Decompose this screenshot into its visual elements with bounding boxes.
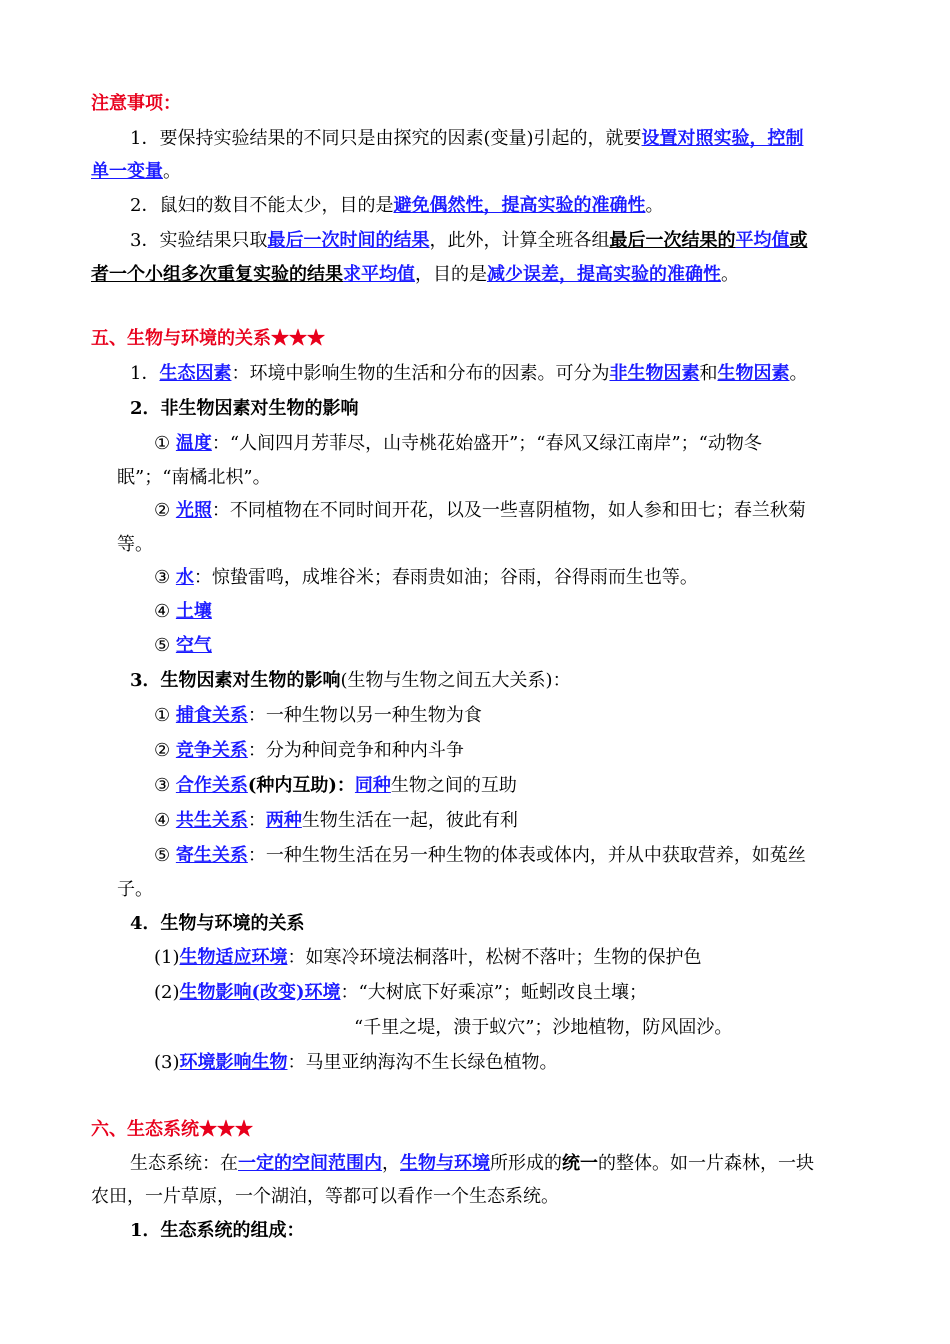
section5-star-icon: ★★★ xyxy=(271,328,325,349)
ecosystem-def-link-2[interactable]: 生物与环境 xyxy=(400,1153,490,1174)
notes-title: 注意事项： xyxy=(91,93,181,114)
env-affects-life xyxy=(154,1051,558,1075)
biotic-parasitism-cont: 子。 xyxy=(117,879,153,900)
ecosystem-def-text: 的整体。如一片森林，一块 xyxy=(598,1153,814,1174)
abiotic-water-mark: ③ xyxy=(154,567,171,588)
biotic-symbiosis-mark: ④ xyxy=(154,810,171,831)
abiotic-temperature xyxy=(154,432,762,456)
biotic-competition-text: ：分为种间竞争和种内斗争 xyxy=(247,740,464,761)
s5-item-2-title: 2．非生物因素对生物的影响 xyxy=(130,398,359,419)
ecosystem-def-prefix: 生态系统：在 xyxy=(130,1153,238,1174)
biotic-predation-term[interactable]: 捕食关系 xyxy=(175,705,248,726)
note-2-text: 2．鼠妇的数目不能太少，目的是 xyxy=(130,195,394,216)
s5-item-3-note: (生物与生物之间五大关系)： xyxy=(340,670,571,691)
biotic-cooperation-mark: ③ xyxy=(154,775,171,796)
ecosystem-definition xyxy=(130,1152,814,1176)
section6-heading xyxy=(91,1118,253,1142)
env-adapt-term[interactable]: 生物适应环境 xyxy=(179,947,288,968)
ecosystem-def-comma: ， xyxy=(382,1153,400,1174)
env-influence-num: (2) xyxy=(154,982,180,1003)
biotic-cooperation-term[interactable]: 合作关系 xyxy=(175,775,248,796)
note-3-mid-2: ，目的是 xyxy=(415,264,487,285)
note-3-cont xyxy=(91,263,739,287)
env-adapt xyxy=(154,946,702,970)
note-3-link-4[interactable]: 减少误差，提高实验的准确性 xyxy=(487,264,721,285)
note-3-mid-1: ，此外，计算全班各组 xyxy=(429,230,610,251)
note-2 xyxy=(130,194,663,218)
biotic-cooperation xyxy=(154,774,517,798)
abiotic-temperature-mark: ① xyxy=(154,433,171,454)
abiotic-air-term[interactable]: 空气 xyxy=(175,635,212,656)
biotic-symbiosis-link[interactable]: 两种 xyxy=(265,810,302,831)
env-influence-term[interactable]: 生物影响(改变)环境 xyxy=(179,982,341,1003)
s5-item-3-title: 3．生物因素对生物的影响 xyxy=(130,670,341,691)
abiotic-temperature-term[interactable]: 温度 xyxy=(175,433,212,454)
abiotic-light-text: ：不同植物在不同时间开花，以及一些喜阴植物，如人参和田七；春兰秋菊 xyxy=(211,500,806,521)
s5-item-1 xyxy=(130,362,807,386)
env-influence-text: ：“大树底下好乘凉”；蚯蚓改良土壤； xyxy=(340,982,647,1003)
note-3-link-1[interactable]: 最后一次时间的结果 xyxy=(267,230,430,251)
section6-title: 六、生态系统 xyxy=(91,1119,199,1140)
section5-title: 五、生物与环境的关系 xyxy=(91,328,271,349)
s5-item-1-num: 1． xyxy=(130,363,160,384)
biotic-symbiosis-term[interactable]: 共生关系 xyxy=(175,810,248,831)
abiotic-air xyxy=(154,634,212,658)
biotic-parasitism-mark: ⑤ xyxy=(154,845,171,866)
abiotic-temperature-cont: 眠”；“南橘北枳”。 xyxy=(117,467,271,488)
abiotic-water xyxy=(154,566,698,590)
note-2-end: 。 xyxy=(645,195,664,216)
ecosystem-def-bold: 统一 xyxy=(562,1153,598,1174)
abiotic-light-cont: 等。 xyxy=(117,534,153,555)
note-3 xyxy=(130,229,807,253)
note-3-underline-1: 最后一次结果的 xyxy=(609,230,736,251)
ecosystem-definition-cont: 农田，一片草原，一个湖泊，等都可以看作一个生态系统。 xyxy=(91,1186,559,1207)
biotic-cooperation-link[interactable]: 同种 xyxy=(354,775,391,796)
s5-item-1-end: 。 xyxy=(789,363,808,384)
s5-item-4-title: 4．生物与环境的关系 xyxy=(130,913,305,934)
env-influence-cont: “千里之堤，溃于蚁穴”；沙地植物，防风固沙。 xyxy=(354,1017,733,1038)
env-adapt-num: (1) xyxy=(154,947,180,968)
env-adapt-text: ：如寒冷环境法桐落叶，松树不落叶；生物的保护色 xyxy=(287,947,702,968)
note-1-cont xyxy=(91,160,181,184)
biotic-symbiosis-colon: ： xyxy=(247,810,266,831)
biotic-symbiosis-text: 生物生活在一起，彼此有利 xyxy=(301,810,518,831)
abiotic-soil-term[interactable]: 土壤 xyxy=(175,601,212,622)
biotic-competition-term[interactable]: 竞争关系 xyxy=(175,740,248,761)
note-3-text: 3．实验结果只取 xyxy=(130,230,268,251)
abiotic-soil-mark: ④ xyxy=(154,601,171,622)
note-3-end: 。 xyxy=(721,264,739,285)
env-affects-life-num: (3) xyxy=(154,1052,180,1073)
ecosystem-def-mid: 所形成的 xyxy=(490,1153,562,1174)
biotic-parasitism-term[interactable]: 寄生关系 xyxy=(175,845,248,866)
biotic-parasitism xyxy=(154,844,806,868)
note-1-link-b[interactable]: 单一变量 xyxy=(91,161,163,182)
s6-item-1-title: 1．生态系统的组成： xyxy=(130,1220,305,1241)
abiotic-air-mark: ⑤ xyxy=(154,635,171,656)
biotic-predation-text: ：一种生物以另一种生物为食 xyxy=(247,705,482,726)
biotic-cooperation-paren: (种内互助)： xyxy=(247,775,355,796)
note-3-link-3[interactable]: 求平均值 xyxy=(343,264,415,285)
env-affects-life-text: ：马里亚纳海沟不生长绿色植物。 xyxy=(287,1052,558,1073)
note-3-underline-2: 或 xyxy=(789,230,808,251)
s5-item-1-term[interactable]: 生态因素 xyxy=(159,363,232,384)
biotic-competition-mark: ② xyxy=(154,740,171,761)
s5-item-1-text: ：环境中影响生物的生活和分布的因素。可分为 xyxy=(231,363,610,384)
section6-star-icon: ★★★ xyxy=(199,1119,253,1140)
abiotic-temperature-text: ：“人间四月芳菲尽，山寺桃花始盛开”；“春风又绿江南岸”；“动物冬 xyxy=(211,433,762,454)
note-3-underline-3: 者一个小组多次重复实验的结果 xyxy=(91,264,343,285)
s5-item-1-link-2[interactable]: 生物因素 xyxy=(717,363,790,384)
note-3-link-2[interactable]: 平均值 xyxy=(735,230,790,251)
ecosystem-def-link-1[interactable]: 一定的空间范围内 xyxy=(238,1153,382,1174)
s5-item-3 xyxy=(130,669,571,693)
biotic-parasitism-text: ：一种生物生活在另一种生物的体表或体内，并从中获取营养，如菟丝 xyxy=(247,845,806,866)
biotic-predation-mark: ① xyxy=(154,705,171,726)
note-1-text: 1．要保持实验结果的不同只是由探究的因素(变量)引起的，就要 xyxy=(130,128,642,149)
env-influence xyxy=(154,981,647,1005)
biotic-predation xyxy=(154,704,482,728)
env-affects-life-term[interactable]: 环境影响生物 xyxy=(179,1052,288,1073)
note-1-link-a[interactable]: 设置对照实验，控制 xyxy=(641,128,804,149)
note-1-end: 。 xyxy=(163,161,181,182)
s5-item-1-and: 和 xyxy=(699,363,718,384)
biotic-cooperation-text: 生物之间的互助 xyxy=(390,775,517,796)
abiotic-soil xyxy=(154,600,212,624)
biotic-symbiosis xyxy=(154,809,518,833)
abiotic-water-text: ：惊蛰雷鸣，成堆谷米；春雨贵如油；谷雨，谷得雨而生也等。 xyxy=(193,567,698,588)
abiotic-light-mark: ② xyxy=(154,500,171,521)
section5-heading xyxy=(91,327,325,351)
biotic-competition xyxy=(154,739,464,763)
s5-item-1-link-1[interactable]: 非生物因素 xyxy=(609,363,700,384)
abiotic-light-term[interactable]: 光照 xyxy=(175,500,212,521)
note-1 xyxy=(130,127,804,151)
abiotic-light xyxy=(154,499,806,523)
abiotic-water-term[interactable]: 水 xyxy=(175,567,194,588)
note-2-link[interactable]: 避免偶然性，提高实验的准确性 xyxy=(393,195,646,216)
